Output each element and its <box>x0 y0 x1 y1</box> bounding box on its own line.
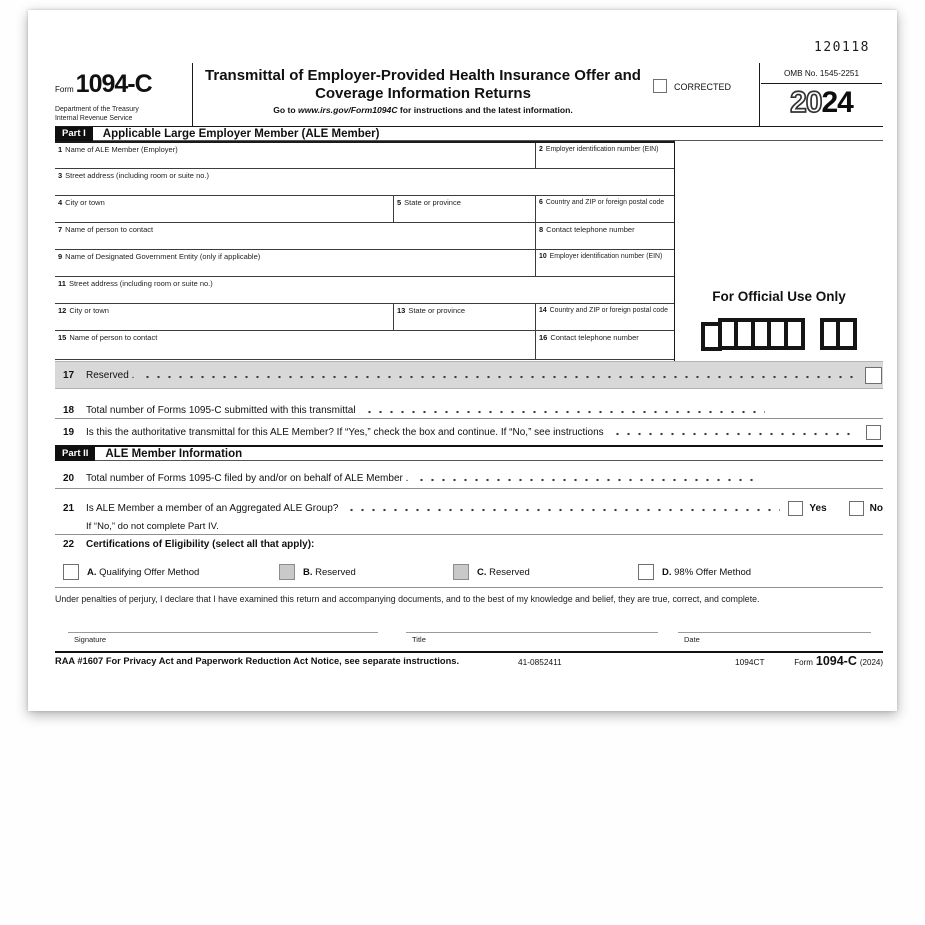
field-7-contact-name[interactable]: 7 Name of person to contact <box>58 225 154 234</box>
official-use-box-cluster <box>701 318 805 351</box>
form-title: Transmittal of Employer-Provided Health Insurance Offer and Coverage Information Returns <box>205 67 641 102</box>
option-c-checkbox <box>453 564 469 580</box>
part2-title: ALE Member Information <box>105 447 243 460</box>
form-id-block <box>55 63 193 126</box>
omb-year-block <box>759 63 883 126</box>
part1-table <box>55 141 674 360</box>
field-6-country-zip[interactable]: 6 Country and ZIP or foreign postal code <box>535 196 674 222</box>
footer-product-code: 1094CT <box>735 657 765 667</box>
form-header <box>55 63 883 127</box>
yes-label: Yes <box>809 502 827 514</box>
form-page <box>28 10 897 711</box>
agency-name: Department of the Treasury Internal Revenue Service <box>55 106 139 122</box>
table-row <box>55 143 674 169</box>
dotted-leader <box>142 374 857 380</box>
line17-checkbox[interactable] <box>865 367 882 384</box>
footer-catalog-number: 41-0852411 <box>518 657 562 667</box>
print-control-number: 120118 <box>814 40 870 55</box>
table-row <box>55 304 674 331</box>
field-12-city[interactable]: 12 City or town <box>58 306 109 315</box>
option-d: D. 98% Offer Method <box>638 556 751 588</box>
dotted-leader <box>364 409 765 415</box>
option-a: A. Qualifying Offer Method <box>63 556 199 588</box>
footer-rule <box>55 651 883 653</box>
line-21-aggregated-group: 21 Is ALE Member a member of an Aggregated ALE Group? Yes No <box>63 502 883 514</box>
date-line[interactable] <box>678 632 871 644</box>
title-label: Title <box>412 635 426 644</box>
table-row <box>55 196 674 223</box>
table-row <box>55 223 674 250</box>
line-17-reserved: 17 Reserved . <box>55 361 883 389</box>
line-21-note: If “No,” do not complete Part IV. <box>86 521 219 532</box>
no-label: No <box>869 502 883 514</box>
part1-label: Part I <box>55 127 93 141</box>
line-19-authoritative-transmittal: 19 Is this the authoritative transmittal for this ALE Member? If “Yes,” check the box and continue. If “No,” see instructions <box>55 422 883 443</box>
signature-label: Signature <box>74 635 107 644</box>
table-row <box>55 331 674 360</box>
part2-bar <box>55 445 883 461</box>
perjury-statement: Under penalties of perjury, I declare that I have examined this return and accompanying documents, and to the best of my knowledge and belief, they are true, correct, and complete. <box>55 594 760 604</box>
signature-line[interactable] <box>68 632 378 644</box>
line21-yes-checkbox[interactable] <box>788 501 803 516</box>
field-1-ale-member-name[interactable]: 1 Name of ALE Member (Employer) <box>58 145 178 154</box>
instructions-line: Go to www.irs.gov/Form1094C for instructions and the latest information. <box>273 105 573 115</box>
part2-label: Part II <box>55 447 95 461</box>
table-row <box>55 277 674 304</box>
field-5-state[interactable]: 5 State or province <box>393 196 535 222</box>
field-11-street-address[interactable]: 11 Street address (including room or suite no.) <box>58 279 213 288</box>
omb-number: OMB No. 1545-2251 <box>761 63 882 84</box>
table-row <box>55 169 674 196</box>
part1-bar <box>55 127 883 141</box>
footer-form-id: Form 1094-C (2024) <box>794 654 883 668</box>
field-3-street-address[interactable]: 3 Street address (including room or suite no.) <box>58 171 209 180</box>
irs-url: www.irs.gov/Form1094C <box>298 105 398 115</box>
line19-checkbox[interactable] <box>866 425 881 440</box>
option-b-checkbox <box>279 564 295 580</box>
official-use-box <box>784 318 805 350</box>
field-2-ein[interactable]: 2 Employer identification number (EIN) <box>535 143 674 168</box>
field-16-contact-phone[interactable]: 16 Contact telephone number <box>535 331 674 359</box>
form-number-line <box>55 70 192 99</box>
corrected-block <box>653 63 759 126</box>
field-8-contact-phone[interactable]: 8 Contact telephone number <box>535 223 674 249</box>
official-use-box <box>836 318 857 350</box>
option-c: C. Reserved <box>453 556 530 588</box>
line-22-certifications: 22 Certifications of Eligibility (select all that apply): <box>55 534 883 550</box>
part1-title: Applicable Large Employer Member (ALE Member) <box>102 127 380 140</box>
option-d-checkbox[interactable] <box>638 564 654 580</box>
option-b: B. Reserved <box>279 556 356 588</box>
form-title-block <box>193 63 653 126</box>
official-use-box-cluster <box>820 318 858 350</box>
tax-year: 2024 <box>790 86 853 119</box>
dotted-leader <box>346 507 780 513</box>
date-label: Date <box>684 635 700 644</box>
field-13-state[interactable]: 13 State or province <box>393 304 535 330</box>
field-9-designated-govt-entity[interactable]: 9 Name of Designated Government Entity (only if applicable) <box>58 252 261 261</box>
field-10-ein[interactable]: 10 Employer identification number (EIN) <box>535 250 674 276</box>
table-row <box>55 250 674 277</box>
form-word: Form <box>55 85 74 94</box>
official-use-area <box>674 141 883 361</box>
option-a-checkbox[interactable] <box>63 564 79 580</box>
corrected-checkbox[interactable] <box>653 79 667 93</box>
footer-privacy-notice: RAA #1607 For Privacy Act and Paperwork Reduction Act Notice, see separate instructions. <box>55 656 460 666</box>
certification-options <box>55 556 883 588</box>
dotted-leader <box>416 477 755 483</box>
corrected-label: CORRECTED <box>674 82 732 92</box>
field-4-city[interactable]: 4 City or town <box>58 198 105 207</box>
line-18-total-forms: 18 Total number of Forms 1095-C submitted with this transmittal <box>55 402 883 419</box>
line21-no-checkbox[interactable] <box>849 501 864 516</box>
dotted-leader <box>612 431 858 437</box>
field-14-country-zip[interactable]: 14 Country and ZIP or foreign postal code <box>535 304 674 330</box>
official-use-title: For Official Use Only <box>712 289 846 304</box>
field-15-contact-name[interactable]: 15 Name of person to contact <box>58 333 158 342</box>
official-use-boxes <box>675 318 883 351</box>
form-number: 1094-C <box>75 70 152 98</box>
title-line[interactable] <box>406 632 658 644</box>
line-20-total-forms-filed: 20 Total number of Forms 1095-C filed by and/or on behalf of ALE Member . <box>55 469 883 489</box>
